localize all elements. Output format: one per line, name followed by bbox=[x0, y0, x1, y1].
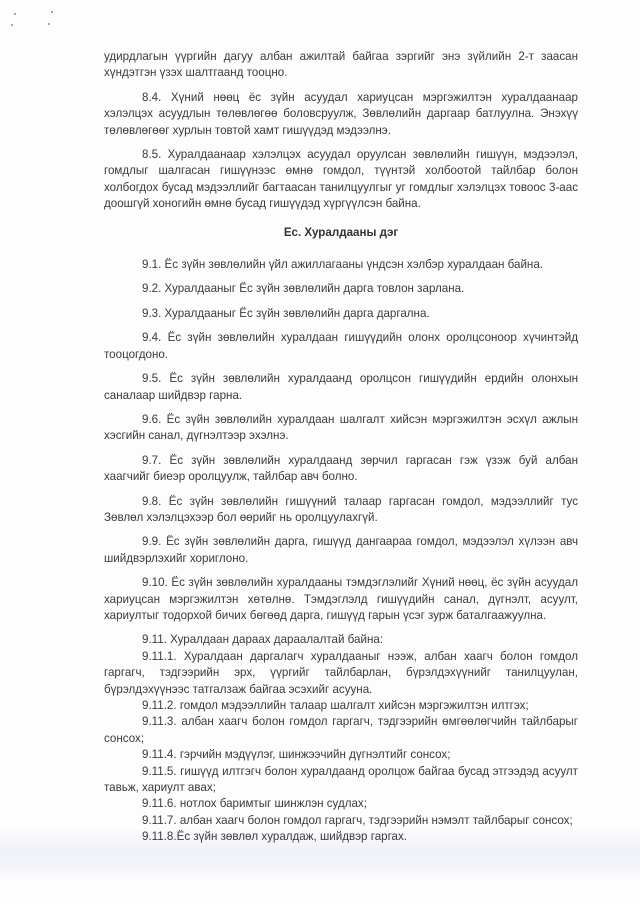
clause-9-11-8: 9.11.8.Ёс зүйн зөвлөл хуралдаж, шийдвэр гаргах. bbox=[142, 830, 408, 844]
clause-8-4: 8.4. Хүний нөөц ёс зүйн асуудал хариуцсан мэргэжилтэн хуралдаанаар хэлэлцэх асуудлын төлөвлөгөө боловсруулж, Зөвлөлийн даргаар батлуулна. Энэхүү төлөвлөгөөг хурлын товтой хамт гишүүдэд мэдээлнэ. bbox=[104, 90, 578, 137]
clause-9-9: 9.9. Ёс зүйн зөвлөлийн дарга, гишүүд дангаараа гомдол, мэдээлэл хүлээн авч шийдвэрлэхийг хориглоно. bbox=[104, 535, 578, 565]
clause-9-11-2: 9.11.2. гомдол мэдээллийн талаар шалгалт хийсэн мэргэжилтэн илтгэх; bbox=[142, 699, 529, 712]
clause-9-11-5: 9.11.5. гишүүд илтгэгч болон хуралдаанд оролцож байгаа бусад этгээдэд асуулт тавьж, хариулт авах; bbox=[104, 764, 578, 795]
scan-mark bbox=[48, 23, 50, 25]
clause-9-11-6: 9.11.6. нотлох баримтыг шинжлэн судлах; bbox=[142, 797, 367, 811]
clause-9-7: 9.7. Ёс зүйн зөвлөлийн хуралдаанд зөрчил гаргасан гэж үзэж буй албан хаагчийг биеэр оролцуулж, тайлбар авч болно. bbox=[104, 453, 578, 484]
clause-9-2: 9.2. Хуралдааныг Ёс зүйн зөвлөлийн дарга товлон зарлана. bbox=[142, 282, 465, 296]
clause-9-4: 9.4. Ёс зүйн зөвлөлийн хуралдаан гишүүдийн олонх оролцсоноор хүчинтэйд тооцогдоно. bbox=[104, 331, 578, 361]
clause-9-11-1: 9.11.1. Хуралдаан даргалагч хуралдааныг нээж, албан хаагч болон гомдол гаргагч, тэдгээрийн эрх, үүргийг тайлбарлан, бүрэлдэхүүнийг танилцуулан, бүрэлдэхүүнээс татгалзаж байгаа эсэхийг асууна. bbox=[104, 649, 578, 696]
clause-8-5: 8.5. Хуралдаанаар хэлэлцэх асуудал оруулсан зөвлөлийн гишүүн, мэдээлэл, гомдлыг шалгасан гишүүнээс өмнө гомдол, түүнтэй холбоотой тайлбар болон холбогдох бусад мэдээллийг багтаасан танилцуулгыг уг гомдлыг хэлэлцэх товоос 3-аас доошгүй хоногийн өмнө бусад гишүүдэд хүргүүлсэн байна. bbox=[104, 148, 578, 211]
scan-mark bbox=[14, 13, 16, 15]
clause-9-8: 9.8. Ёс зүйн зөвлөлийн гишүүний талаар гаргасан гомдол, мэдээллийг тус Зөвлөл хэлэлцэхээр бол өөрийг нь оролцуулахгүй. bbox=[104, 494, 578, 524]
clause-9-10: 9.10. Ёс зүйн зөвлөлийн хуралдааны тэмдэглэлийг Хүний нөөц, ёс зүйн асуудал хариуцсан мэргэжилтэн хөтөлнө. Тэмдэглэлд гишүүдийн санал, дүгнэлт, асуулт, хариултыг тодорхой бичих бөгөөд дарга, гишүүд гарын үсэг зурж баталгаажуулна. bbox=[104, 576, 578, 622]
clause-9-11-4: 9.11.4. гэрчийн мэдүүлэг, шинжээчийн дүгнэлтийг сонсох; bbox=[142, 748, 451, 762]
clause-9-11-3: 9.11.3. албан хаагч болон гомдол гаргагч, тэдгээрийн өмгөөлөгчийн тайлбарыг сонсох; bbox=[104, 715, 578, 745]
clause-9-3: 9.3. Хуралдааныг Ёс зүйн зөвлөлийн дарга даргална. bbox=[142, 306, 430, 320]
clause-9-1: 9.1. Ёс зүйн зөвлөлийн үйл ажиллагааны үндсэн хэлбэр хуралдаан байна. bbox=[142, 258, 544, 272]
document-page bbox=[104, 49, 578, 846]
continuation-paragraph: удирдлагын үүргийн дагуу албан ажилтай байгаа зэргийг энэ зүйлийн 2-т заасан хүндэтгэн үзэх шалтгаанд тооцно. bbox=[104, 50, 578, 80]
clause-9-11-7: 9.11.7. албан хаагч болон гомдол гаргагч, тэдгээрийн нэмэлт тайлбарыг сонсох; bbox=[142, 813, 573, 827]
section-heading: Ес. Хуралдааны дэг bbox=[283, 225, 399, 239]
clause-9-11: 9.11. Хуралдаан дараах дараалалтай байна: bbox=[142, 633, 384, 647]
scan-mark bbox=[51, 11, 53, 13]
scan-mark bbox=[11, 24, 13, 26]
clause-9-5: 9.5. Ёс зүйн зөвлөлийн хуралдаанд оролцсон гишүүдийн ердийн олонхын саналаар шийдвэр гарна. bbox=[104, 372, 578, 402]
clause-9-6: 9.6. Ёс зүйн зөвлөлийн хуралдаан шалгалт хийсэн мэргэжилтэн эсхүл ажлын хэсгийн санал, дүгнэлтээр эхэлнэ. bbox=[104, 412, 578, 443]
